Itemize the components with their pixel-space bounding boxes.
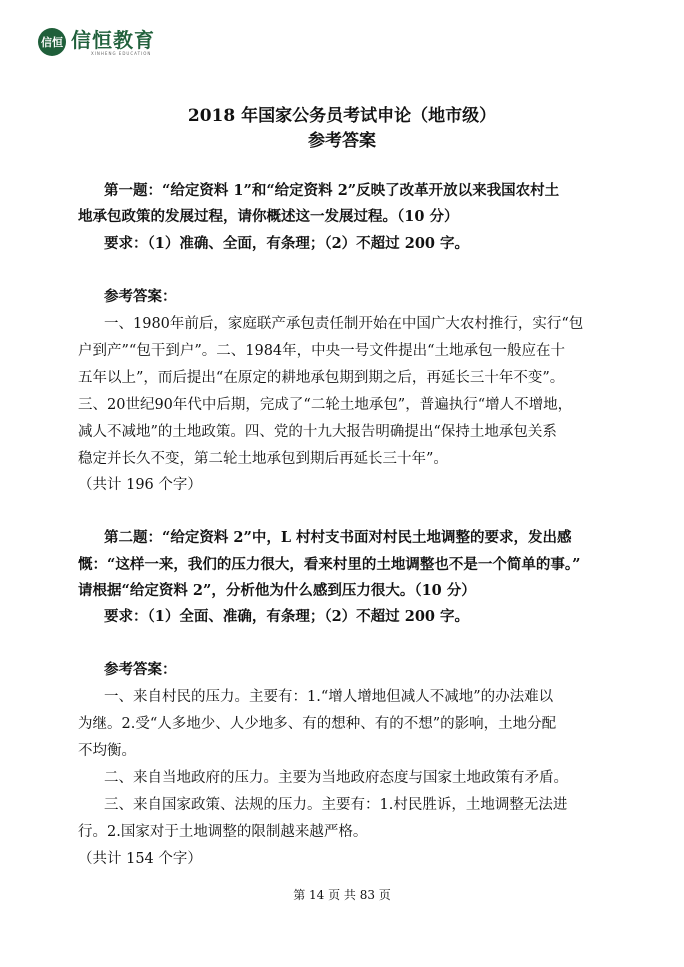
- logo-subtitle: XINHENG EDUCATION: [91, 50, 152, 56]
- q2-word-count: （共计 154 个字）: [78, 851, 202, 867]
- q1-answer-line: 五年以上”，而后提出“在原定的耕地承包期到期之后，再延长三十年不变”。: [78, 370, 565, 386]
- q1-prompt-line: 第一题：“给定资料 1”和“给定资料 2”反映了改革开放以来我国农村土: [104, 182, 560, 199]
- q1-word-count: （共计 196 个字）: [78, 477, 202, 493]
- q1-prompt-line: 地承包政策的发展过程，请你概述这一发展过程。（10 分）: [78, 208, 459, 225]
- logo-mark: 信恒: [38, 28, 66, 56]
- q2-prompt-line: 请根据“给定资料 2”，分析他为什么感到压力很大。（10 分）: [78, 582, 476, 599]
- doc-title: 2018 年国家公务员考试申论（地市级）: [187, 106, 497, 126]
- logo: [38, 28, 155, 56]
- q2-prompt-line: 第二题：“给定资料 2”中，L 村村支书面对村民土地调整的要求，发出感: [104, 529, 572, 546]
- q1-answer-line: 稳定并长久不变，第二轮土地承包到期后再延长三十年”。: [78, 451, 448, 467]
- q1-requirement: 要求：（1）准确、全面，有条理；（2）不超过 200 字。: [104, 235, 470, 252]
- q2-answer-line: 二、来自当地政府的压力。主要为当地政府态度与国家土地政策有矛盾。: [104, 770, 568, 786]
- q2-answer-line: 不均衡。: [78, 743, 136, 759]
- q2-answer-line: 为继。2.受“人多地少、人少地多、有的想种、有的不想”的影响，土地分配: [78, 716, 557, 732]
- q1-answer-line: 户到产”“包干到户”。二、1984年，中央一号文件提出“土地承包一般应在十: [78, 343, 566, 359]
- doc-subtitle: 参考答案: [308, 131, 376, 151]
- q2-answer-line: 一、来自村民的压力。主要有：1.“增人增地但减人不减地”的办法难以: [104, 689, 554, 705]
- q1-answer-line: 减人不减地”的土地政策。四、党的十九大报告明确提出“保持土地承包关系: [78, 424, 557, 440]
- q1-answer-label: 参考答案：: [104, 288, 177, 305]
- q2-answer-label: 参考答案：: [104, 661, 177, 678]
- page-footer: 第 14 页 共 83 页: [293, 888, 391, 902]
- q1-answer-line: 一、1980年前后，家庭联产承包责任制开始在中国广大农村推行，实行“包: [104, 316, 584, 332]
- q1-answer-line: 三、20世纪90年代中后期，完成了“二轮土地承包”，普遍执行“增人不增地，: [78, 397, 573, 413]
- logo-name: 信恒教育: [71, 27, 155, 52]
- q2-answer-line: 三、来自国家政策、法规的压力。主要有：1.村民胜诉，土地调整无法进: [104, 797, 568, 813]
- q2-requirement: 要求：（1）全面、准确，有条理；（2）不超过 200 字。: [104, 608, 470, 625]
- q2-prompt-line: 慨：“这样一来，我们的压力很大，看来村里的土地调整也不是一个简单的事。”: [78, 556, 581, 573]
- q2-answer-line: 行。2.国家对于土地调整的限制越来越严格。: [78, 824, 368, 840]
